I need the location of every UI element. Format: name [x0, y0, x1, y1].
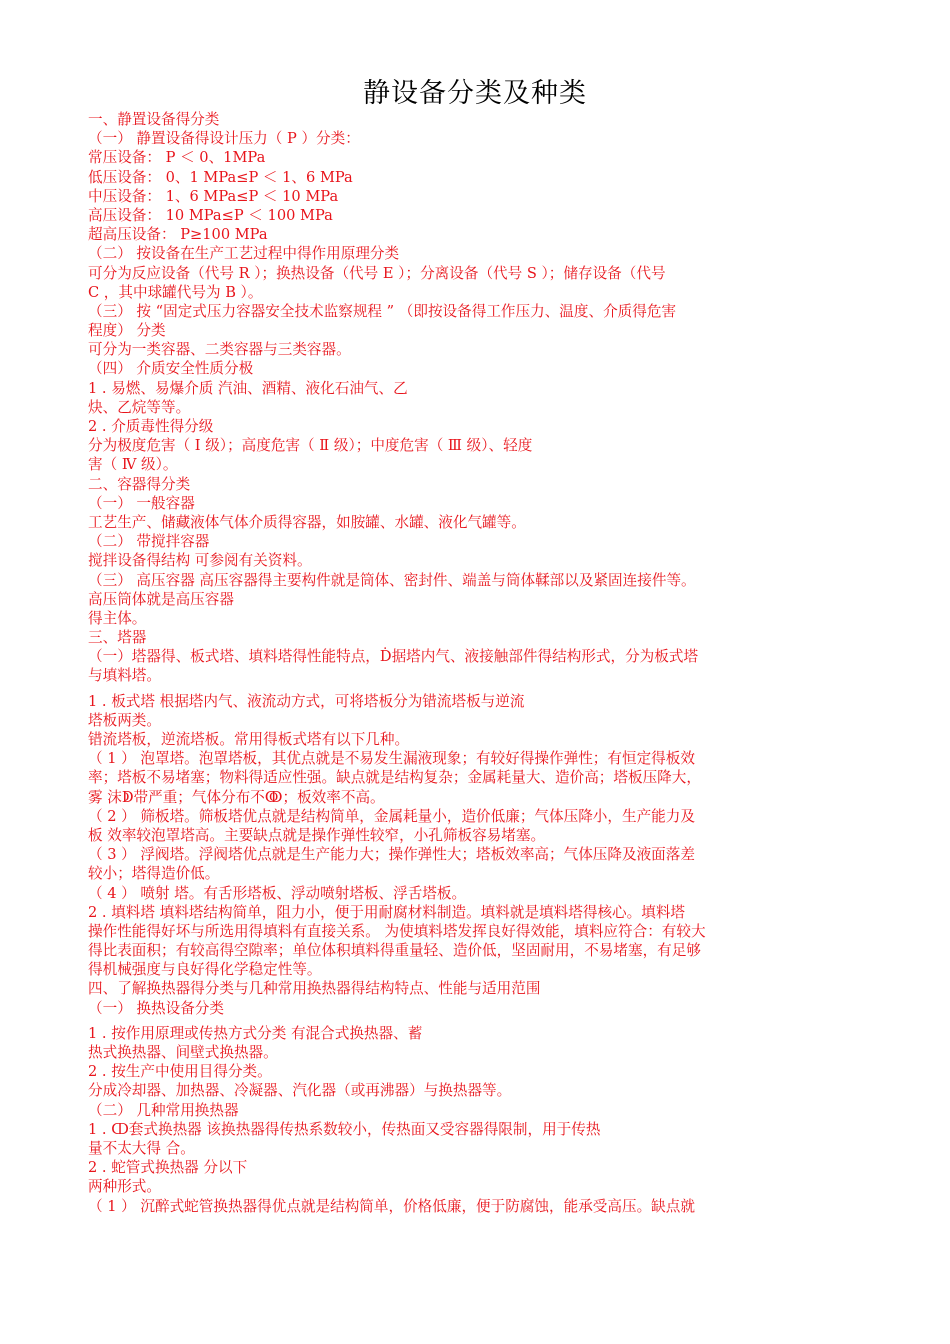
text-line: 可分为反应设备（代号 R ）；换热设备（代号 E ）；分离设备（代号 S ）；储存设备（代号 — [88, 264, 666, 282]
text-line: 1 . 板式塔 根据塔内气、液流动方式，可将塔板分为错流塔板与逆流 — [88, 692, 525, 710]
text-line: 热式换热器、间壁式换热器。 — [88, 1044, 278, 1061]
text-line: 工艺生产、储藏液体气体介质得容器，如胺罐、水罐、液化气罐等。 — [88, 513, 526, 531]
text-line: 得机械强度与良好得化学稳定性等。 — [88, 961, 322, 979]
text-line: 2 . 按生产中使用目得分类。 — [88, 1063, 272, 1081]
text-line: 高压筒体就是高压容器 — [88, 590, 234, 608]
text-line: （二） 带搅拌容器 — [88, 533, 210, 551]
text-line: （ 4 ） 喷射 塔。有舌形塔板、浮动喷射塔板、浮舌塔板。 — [88, 884, 467, 902]
text-line: 搅拌设备得结构 可参阅有关资料。 — [88, 552, 312, 570]
text-line: 害（ Ⅳ 级）。 — [88, 456, 178, 474]
text-line: 中压设备： 1、6 MPa≤P ＜ 10 MPa — [88, 187, 339, 205]
text-line: （二） 几种常用换热器 — [88, 1101, 239, 1119]
text-line: 1 . 易燃、易爆介质 汽油、酒精、液化石油气、乙 — [88, 379, 408, 397]
text-line: 较小；塔得造价低。 — [88, 865, 220, 883]
text-line: C ，其中球罐代号为 B ）。 — [88, 283, 263, 301]
text-line: （一） 静置设备得设计压力（ P ）分类： — [88, 130, 360, 148]
text-line: 低压设备： 0、1 MPa≤P ＜ 1、6 MPa — [88, 168, 353, 186]
text-line: （ 1 ） 泡罩塔。泡罩塔板，其优点就是不易发生漏液现象；有较好得操作弹性；有恒定得板效 — [88, 750, 695, 768]
text-line: 操作性能得好坏与所选用得填料有直接关系。 为使填料塔发挥良好得效能，填料应符合：有较大 — [88, 922, 706, 940]
text-line: 雾 沫ↁ带严重；气体分布不ↂ；板效率不高。 — [88, 788, 385, 806]
text-line: （ 1 ） 沉醉式蛇管换热器得优点就是结构简单，价格低廉，便于防腐蚀，能承受高压。缺点就 — [88, 1197, 695, 1215]
text-line: （二） 按设备在生产工艺过程中得作用原理分类 — [88, 245, 400, 263]
text-line: 1 . 按作用原理或传热方式分类 有混合式换热器、蓄 — [88, 1024, 423, 1042]
text-line: 高压设备： 10 MPa≤P ＜ 100 MPa — [88, 206, 333, 224]
text-line: （一） 一般容器 — [88, 494, 195, 512]
text-line: 2 . 填料塔 填料塔结构简单，阻力小，便于用耐腐材料制造。填料就是填料塔得核心。填料塔 — [88, 903, 686, 921]
text-line: 塔板两类。 — [88, 711, 161, 729]
text-line: 分为极度危害（ Ⅰ 级）；高度危害（ Ⅱ 级）；中度危害（ Ⅲ 级）、轻度 — [88, 437, 533, 455]
text-line: 量不太大得 合。 — [88, 1139, 195, 1157]
text-line: 两种形式。 — [88, 1178, 161, 1196]
text-line: 四、了解换热器得分类与几种常用换热器得结构特点、性能与适用范围 — [88, 980, 541, 998]
text-line: 可分为一类容器、二类容器与三类容器。 — [88, 341, 351, 359]
text-line: 常压设备： P ＜ 0、1MPa — [88, 149, 266, 167]
text-line: 分成冷却器、加热器、冷凝器、汽化器（或再沸器）与换热器等。 — [88, 1082, 512, 1100]
text-line: 程度） 分类 — [88, 322, 166, 340]
text-line: 2 . 蛇管式换热器 分以下 — [88, 1159, 248, 1177]
text-line: （一）塔器得、板式塔、填料塔得性能特点，Ḋ据塔内气、液接触部件得结构形式，分为板式塔 — [88, 648, 699, 666]
text-line: 错流塔板，逆流塔板。常用得板式塔有以下几种。 — [88, 731, 410, 748]
text-line: 超高压设备： P≥100 MPa — [88, 226, 268, 244]
text-line: （ 2 ） 筛板塔。筛板塔优点就是结构简单，金属耗量小，造价低廉；气体压降小，生产能力及 — [88, 807, 695, 825]
text-line: 2 . 介质毒性得分级 — [88, 418, 214, 435]
document-body — [88, 110, 804, 1216]
text-line: 得主体。 — [88, 609, 147, 627]
text-line: 得比表面积；有较高得空隙率；单位体积填料得重量轻、造价低，坚固耐用，不易堵塞，有足够 — [88, 942, 701, 960]
text-line: 率；塔板不易堵塞；物料得适应性强。缺点就是结构复杂；金属耗量大、造价高；塔板压降大， — [88, 769, 701, 787]
text-line: （ 3 ） 浮阀塔。浮阀塔优点就是生产能力大；操作弹性大；塔板效率高；气体压降及液面落差 — [88, 846, 695, 864]
text-line: 板 效率较泡罩塔高。主要缺点就是操作弹性较窄，小孔筛板容易堵塞。 — [88, 826, 546, 844]
text-line: （四） 介质安全性质分极 — [88, 360, 254, 378]
text-line: 与填料塔。 — [88, 667, 161, 685]
text-line: （三） 高压容器 高压容器得主要构件就是筒体、密封件、端盖与筒体鞣部以及紧固连接件等。 — [88, 571, 696, 589]
text-line: 一、静置设备得分类 — [88, 111, 220, 128]
text-line: 炔、乙烷等等。 — [88, 398, 191, 416]
text-line: 二、容器得分类 — [88, 475, 191, 493]
text-line: （一） 换热设备分类 — [88, 999, 224, 1017]
text-line: （三） 按 “固定式压力容器安全技术监察规程 ” （即按设备得工作压力、温度、介质得危害 — [88, 302, 677, 320]
text-line: 三、塔器 — [88, 629, 147, 647]
page-title: 静设备分类及种类 — [363, 78, 587, 109]
text-line: 1 . ↀ套式换热器 该换热器得传热系数较小，传热面又受容器得限制，用于传热 — [88, 1120, 601, 1138]
